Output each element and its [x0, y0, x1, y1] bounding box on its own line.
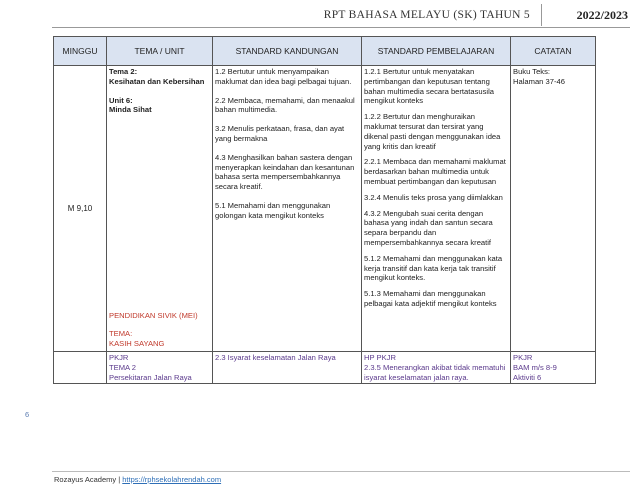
- minggu-cell: M 9,10: [54, 66, 107, 352]
- header-tema-unit: TEMA / UNIT: [107, 37, 213, 66]
- standard-pembelajaran-cell: [362, 66, 511, 352]
- pkjr-sk-cell: 2.3 Isyarat keselamatan Jalan Raya: [213, 352, 362, 384]
- table-header-row: [54, 37, 596, 66]
- minggu-cell-empty: [54, 352, 107, 384]
- page-footer: [54, 475, 221, 484]
- pkjr-catatan-cell: [511, 352, 596, 384]
- pkjr-label: PKJR: [109, 353, 129, 362]
- catatan-buku-teks: Buku Teks:: [513, 67, 551, 76]
- sp-item: 3.2.4 Menulis teks prosa yang diimlakkan: [364, 192, 503, 202]
- pkjr-hp: HP PKJR: [364, 353, 396, 362]
- sk-item: 5.1 Memahami dan menggunakan golongan kata mengikut konteks: [215, 200, 331, 220]
- pkjr-sp-item: 2.3.5 Menerangkan akibat tidak mematuhi isyarat keselamatan jalan raya.: [364, 362, 506, 382]
- pkjr-sp-cell: [362, 352, 511, 384]
- sp-item: 2.2.1 Membaca dan memahami maklumat berdasarkan bahan multimedia untuk membuat pertimbangan dan keputusan: [364, 157, 506, 186]
- sp-item: 5.1.3 Memahami dan menggunakan pelbagai kata adjektif mengikut konteks: [364, 289, 497, 308]
- pkjr-tema-name: Persekitaran Jalan Raya: [109, 372, 192, 382]
- sp-item: 4.3.2 Mengubah suai cerita dengan bahasa yang indah dan santun secara separa berpandu dan mempersembahkannya secara kreatif: [364, 208, 493, 247]
- sk-item: 1.2 Bertutur untuk menyampaikan maklumat dan idea bagi pelbagai tujuan.: [215, 67, 352, 86]
- pkjr-tema: TEMA 2: [109, 362, 137, 372]
- footer-rule: [52, 471, 630, 472]
- tema-label: Tema 2:: [109, 67, 138, 76]
- footer-author: Rozayus Academy: [54, 475, 117, 484]
- standard-kandungan-cell: [213, 66, 362, 352]
- header-standard-pembelajaran: STANDARD PEMBELAJARAN: [362, 37, 511, 66]
- civic-tema-value: KASIH SAYANG: [109, 339, 165, 349]
- table-row: [54, 352, 596, 384]
- pkjr-catatan-bam: BAM m/s 8-9: [513, 362, 557, 372]
- tema-cell: [107, 66, 213, 352]
- sp-item: 5.1.2 Memahami dan menggunakan kata kerja transitif dan kata kerja tak transitif mengikut konteks.: [364, 253, 503, 283]
- catatan-cell: [511, 66, 596, 352]
- catatan-halaman: Halaman 37-46: [513, 76, 565, 86]
- unit-name: Minda Sihat: [109, 105, 152, 115]
- footer-link[interactable]: https://rphsekolahrendah.com: [122, 475, 222, 484]
- sp-item: 1.2.2 Bertutur dan menghuraikan maklumat tersurat dan tersirat yang dikenal pasti dengan menggunakan idea yang kritis dan kreatif: [364, 112, 501, 151]
- pkjr-catatan-aktiviti: Aktiviti 6: [513, 372, 542, 382]
- tema-name: Kesihatan dan Kebersihan: [109, 76, 205, 86]
- academic-year: 2022/2023: [576, 8, 628, 22]
- header-catatan: CATATAN: [511, 37, 596, 66]
- footer-separator: |: [118, 475, 121, 484]
- sp-item: 1.2.1 Bertutur untuk menyatakan pertimbangan dan keputusan tentang bahan multimedia secara bertatasusila mengikut konteks: [364, 67, 495, 106]
- civic-education-label: PENDIDIKAN SIVIK (MEI): [109, 310, 198, 320]
- sk-item: 4.3 Menghasilkan bahan sastera dengan menyerapkan keindahan dan kesantunan bahasa serta mempersembahkannya secara kreatif.: [215, 152, 355, 192]
- rpt-table: [53, 36, 596, 384]
- pkjr-tema-cell: [107, 352, 213, 384]
- sk-item: 3.2 Menulis perkataan, frasa, dan ayat yang bermakna: [215, 124, 345, 143]
- header-standard-kandungan: STANDARD KANDUNGAN: [213, 37, 362, 66]
- pkjr-catatan-label: PKJR: [513, 353, 533, 362]
- page-header: [0, 0, 638, 30]
- sk-item: 2.2 Membaca, memahami, dan menaakul bahan multimedia.: [215, 95, 355, 115]
- header-rule: [52, 27, 630, 28]
- document-title: RPT BAHASA MELAYU (SK) TAHUN 5: [323, 9, 530, 21]
- header-minggu: MINGGU: [54, 37, 107, 66]
- unit-label: Unit 6:: [109, 95, 133, 105]
- civic-tema-label: TEMA:: [109, 329, 133, 339]
- page-number: 6: [25, 410, 30, 419]
- table-row: [54, 66, 596, 352]
- header-divider: [541, 4, 542, 26]
